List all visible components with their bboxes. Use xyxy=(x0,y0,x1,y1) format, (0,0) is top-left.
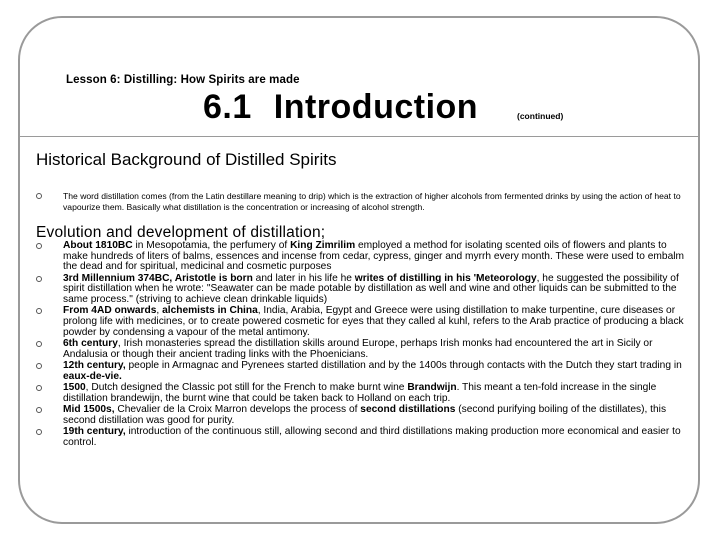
highlight-text: 6th century xyxy=(63,338,118,350)
slide-title xyxy=(203,88,478,127)
bullet-icon xyxy=(36,308,42,314)
highlight-text: Brandwijn xyxy=(407,382,457,394)
bullet-icon xyxy=(36,363,42,369)
history-list xyxy=(36,191,686,212)
highlight-text: 12th century, xyxy=(63,360,126,372)
highlight-text: eaux-de-vie. xyxy=(63,370,122,382)
body-text: and later in his life he xyxy=(252,272,355,284)
list-item xyxy=(36,191,686,212)
bullet-icon xyxy=(36,243,42,249)
bullet-icon xyxy=(36,341,42,347)
body-text: introduction of the continuous still, allowing second and third distillations making production more economical and easier to control. xyxy=(63,426,681,448)
lesson-label: Lesson 6: Distilling: How Spirits are made xyxy=(66,74,300,86)
highlight-text: King Zimrilim xyxy=(290,240,356,251)
bullet-icon xyxy=(36,407,42,413)
body-text: , Dutch designed the Classic pot still for the French to make burnt wine xyxy=(85,382,408,394)
body-text: people in Armagnac and Pyrenees started distillation and by the 1400s through contacts with the Dutch they start trading in xyxy=(125,360,682,372)
highlight-text: From 4AD onwards xyxy=(63,305,157,317)
highlight-text: second distillations xyxy=(360,404,456,416)
body-text: . This meant a ten-fold increase in the single distillation brandewijn, the burnt wine that could be taken back to Holland on each trip. xyxy=(63,382,657,404)
title-divider xyxy=(18,136,700,137)
section-heading-evolution: Evolution and development of distillation; xyxy=(36,224,326,241)
evolution-list xyxy=(36,241,690,449)
history-text: The word distillation comes (from the Latin destillare meaning to drip) which is the extraction of higher alcohols from fermented drinks by using the action of heat to vapourize them. Basically what distillation is the concentration or increasing of alcohol strength. xyxy=(63,191,681,212)
highlight-text: 1500 xyxy=(63,382,86,394)
body-text: , he suggested the possibility of spirit distillation when he wrote: "Seawater can be made potable by distillation as well and wine and other liquids can be submitted to the same process." (striving to achieve clean drinkable liquids) xyxy=(63,272,679,305)
body-text: , India, Arabia, Egypt and Greece were using distillation to make turpentine, cure diseases or prolong life with medicines, or to create powered cosmetic for eyes that they called al kuhl, refers to the Arab practice of producing a black powder by condensing a vapour of the metal antimony. xyxy=(63,305,684,338)
body-text: , Irish monasteries spread the distillation skills around Europe, perhaps Irish monks had encountered the art in Sicily or Andalusia or though their ancient trading links with the Phoenicians. xyxy=(63,338,653,360)
body-text: employed a method for isolating scented oils of flowers and plants to make hundreds of liters of balms, essences and incense from cedar, cypress, ginger and myrrh every month. These were used to embalm the dead and for spiritual, medicinal and cosmetic purposes xyxy=(63,240,684,273)
title-text: Introduction xyxy=(273,88,479,126)
list-item xyxy=(36,361,690,382)
highlight-text: About 1810BC xyxy=(63,240,133,251)
list-item xyxy=(36,306,690,338)
list-item xyxy=(36,405,690,426)
list-item xyxy=(36,383,690,404)
highlight-text: alchemists in China xyxy=(162,305,258,317)
list-item xyxy=(36,274,690,306)
title-number: 6.1 xyxy=(203,88,252,126)
highlight-text: 19th century, xyxy=(63,426,126,438)
section-heading-history: Historical Background of Distilled Spirits xyxy=(36,150,337,169)
list-item xyxy=(36,339,690,360)
list-item xyxy=(36,241,690,273)
highlight-text: 3rd Millennium 374BC, Aristotle is born xyxy=(63,272,253,284)
list-item xyxy=(36,427,690,448)
bullet-icon xyxy=(36,276,42,282)
highlight-text: Mid 1500s, xyxy=(63,404,115,416)
continued-label: (continued) xyxy=(517,111,564,121)
body-text: in Mesopotamia, the perfumery of xyxy=(132,240,291,251)
body-text: (second purifying boiling of the distillates), this second distillation was good for purity. xyxy=(63,404,667,426)
bullet-icon xyxy=(36,429,42,435)
bullet-icon xyxy=(36,385,42,391)
body-text: Chevalier de la Croix Marron develops the process of xyxy=(114,404,361,416)
bullet-icon xyxy=(36,193,42,199)
body-text: , xyxy=(156,305,163,317)
highlight-text: writes of distilling in his 'Meteorology xyxy=(354,272,537,284)
